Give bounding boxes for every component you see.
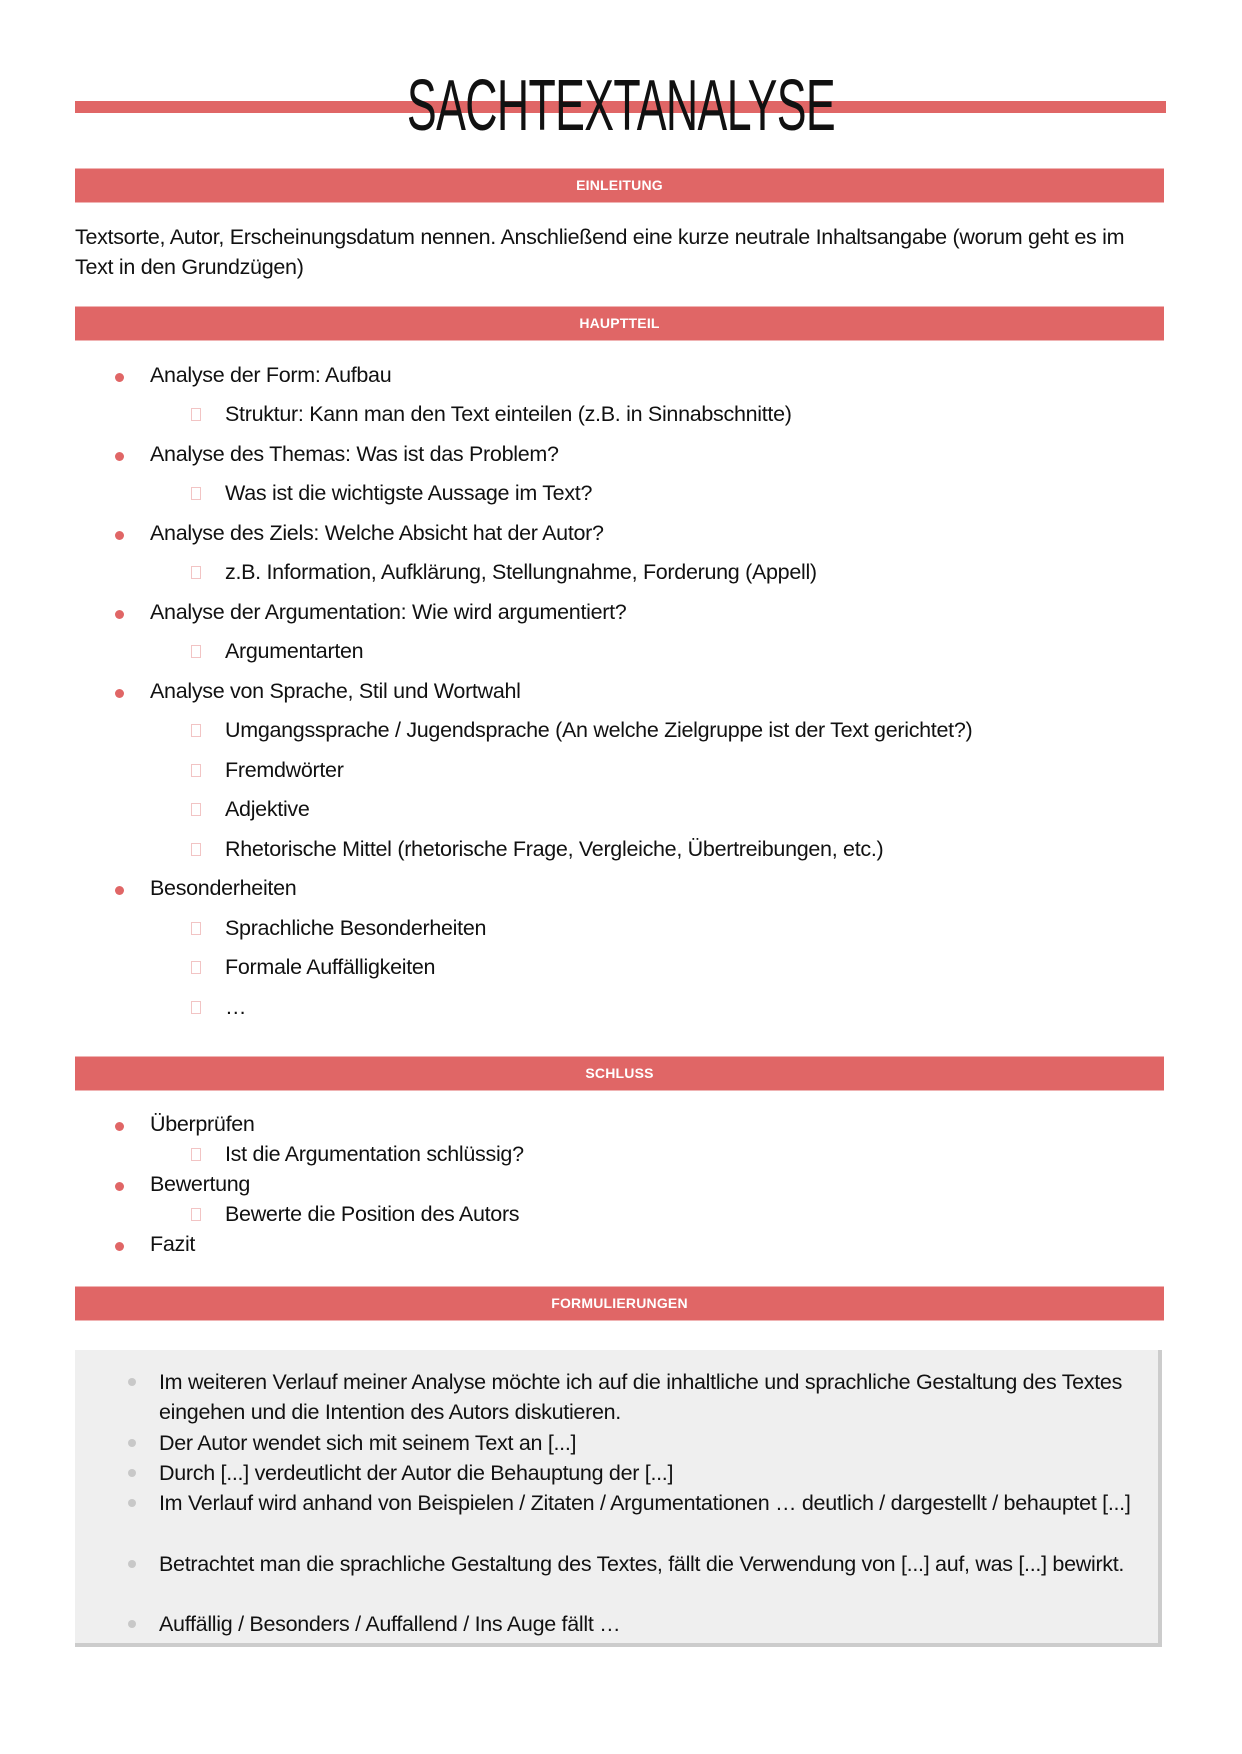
- bullet-icon: [128, 1469, 136, 1477]
- square-bullet-icon: [191, 961, 201, 974]
- phrase-text: Der Autor wendet sich mit seinem Text an [...]: [159, 1431, 577, 1455]
- square-bullet-icon: [191, 764, 201, 777]
- list-item-label: Analyse der Form: Aufbau: [150, 363, 392, 387]
- bullet-icon: [115, 531, 124, 540]
- square-bullet-icon: [191, 566, 201, 579]
- sub-list-item-label: Fremdwörter: [225, 758, 344, 782]
- list-item-label: Überprüfen: [150, 1112, 255, 1136]
- sub-list-item-label: Adjektive: [225, 797, 310, 821]
- square-bullet-icon: [191, 487, 201, 500]
- sub-list-item-label: Struktur: Kann man den Text einteilen (z.B. in Sinnabschnitte): [225, 402, 792, 426]
- bullet-icon: [128, 1560, 136, 1568]
- bullet-icon: [115, 1182, 124, 1191]
- square-bullet-icon: [191, 843, 201, 856]
- square-bullet-icon: [191, 645, 201, 658]
- bullet-icon: [128, 1439, 136, 1447]
- sub-list-item-label: Argumentarten: [225, 639, 364, 663]
- formulierungen-box: [75, 1350, 1162, 1647]
- sub-list-item-label: Bewerte die Position des Autors: [225, 1202, 520, 1226]
- bullet-icon: [128, 1620, 136, 1628]
- square-bullet-icon: [191, 1001, 201, 1014]
- bullet-icon: [115, 689, 124, 698]
- bullet-icon: [115, 373, 124, 382]
- square-bullet-icon: [191, 803, 201, 816]
- sub-list-item-label: …: [225, 995, 247, 1019]
- phrase-text: Auffällig / Besonders / Auffallend / Ins Auge fällt …: [159, 1612, 621, 1636]
- sub-list-item-label: Formale Auffälligkeiten: [225, 955, 436, 979]
- sub-list-item-label: Was ist die wichtigste Aussage im Text?: [225, 481, 593, 505]
- sub-list-item-label: Rhetorische Mittel (rhetorische Frage, Vergleiche, Übertreibungen, etc.): [225, 837, 884, 861]
- bullet-icon: [115, 1242, 124, 1251]
- section-heading-formulierungen: FORMULIERUNGEN: [75, 1287, 1164, 1320]
- phrase-text: Im weiteren Verlauf meiner Analyse möchte ich auf die inhaltliche und sprachliche Gestaltung des Textes eingehen und die Intention des Autors diskutieren.: [159, 1370, 1123, 1424]
- sub-list-item-label: Ist die Argumentation schlüssig?: [225, 1142, 524, 1166]
- bullet-icon: [115, 886, 124, 895]
- list-item-label: Analyse von Sprache, Stil und Wortwahl: [150, 679, 521, 703]
- square-bullet-icon: [191, 724, 201, 737]
- bullet-icon: [115, 1122, 124, 1131]
- list-item-label: Analyse der Argumentation: Wie wird argumentiert?: [150, 600, 627, 624]
- bullet-icon: [115, 610, 124, 619]
- list-item-label: Fazit: [150, 1232, 196, 1256]
- square-bullet-icon: [191, 1148, 201, 1161]
- phrase-text: Betrachtet man die sprachliche Gestaltung des Textes, fällt die Verwendung von [...] auf, was [...] bewirkt.: [159, 1552, 1125, 1576]
- bullet-icon: [128, 1378, 136, 1386]
- section-heading-einleitung: EINLEITUNG: [75, 169, 1164, 202]
- section-heading-hauptteil: HAUPTTEIL: [75, 307, 1164, 340]
- page-title: SACHTEXTANALYSE: [406, 66, 836, 146]
- list-item-label: Besonderheiten: [150, 876, 297, 900]
- list-item-label: Analyse des Themas: Was ist das Problem?: [150, 442, 559, 466]
- phrase-text: Im Verlauf wird anhand von Beispielen / Zitaten / Argumentationen … deutlich / dargestellt / behauptet [...]: [159, 1491, 1131, 1515]
- section-heading-schluss: SCHLUSS: [75, 1057, 1164, 1090]
- sub-list-item-label: Umgangssprache / Jugendsprache (An welche Zielgruppe ist der Text gerichtet?): [225, 718, 973, 742]
- sub-list-item-label: Sprachliche Besonderheiten: [225, 916, 487, 940]
- list-item-label: Bewertung: [150, 1172, 251, 1196]
- square-bullet-icon: [191, 408, 201, 421]
- square-bullet-icon: [191, 1208, 201, 1221]
- bullet-icon: [128, 1499, 136, 1507]
- phrase-text: Durch [...] verdeutlicht der Autor die Behauptung der [...]: [159, 1461, 674, 1485]
- sub-list-item-label: z.B. Information, Aufklärung, Stellungnahme, Forderung (Appell): [225, 560, 817, 584]
- bullet-icon: [115, 452, 124, 461]
- square-bullet-icon: [191, 922, 201, 935]
- einleitung-text: Textsorte, Autor, Erscheinungsdatum nennen. Anschließend eine kurze neutrale Inhaltsangabe (worum geht es im Text in den Grundzügen): [75, 225, 1125, 279]
- list-item-label: Analyse des Ziels: Welche Absicht hat der Autor?: [150, 521, 604, 545]
